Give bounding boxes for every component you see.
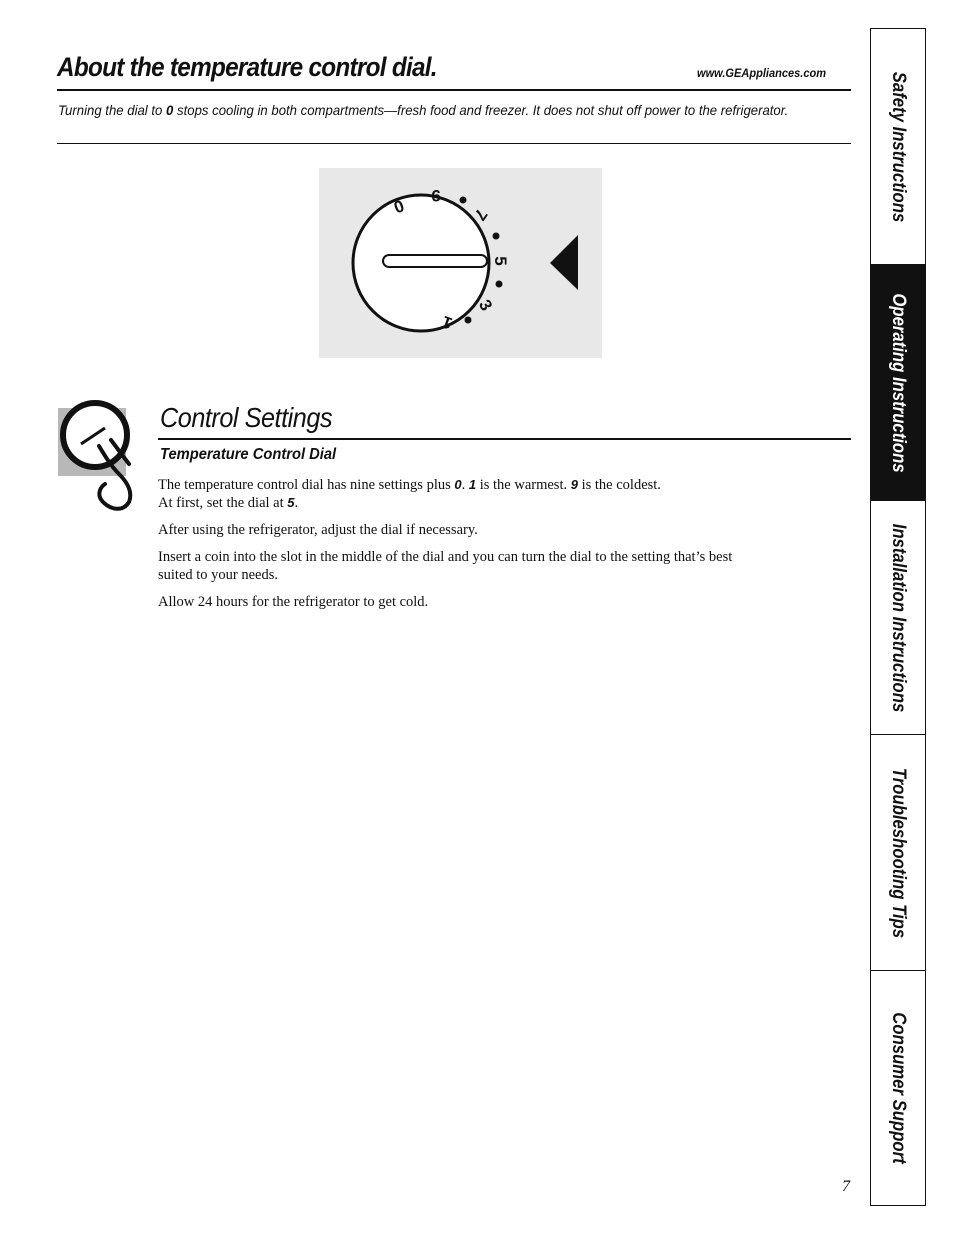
page-title: About the temperature control dial.	[57, 52, 437, 82]
paragraph-adjust: After using the refrigerator, adjust the dial if necessary.	[158, 522, 478, 538]
dial-illustration	[319, 168, 602, 358]
tab-troubleshooting-tips[interactable]: Troubleshooting Tips	[871, 735, 925, 971]
tab-safety-instructions[interactable]: Safety Instructions	[871, 29, 925, 265]
paragraph-settings: The temperature control dial has nine settings plus 0. 1 is the warmest. 9 is the coldest. At first, set the dial at 5.	[158, 477, 661, 511]
paragraph-wait: Allow 24 hours for the refrigerator to get cold.	[158, 594, 429, 610]
dial-number-3: 3	[474, 296, 497, 315]
dial-dot	[460, 197, 467, 204]
dial-dot	[465, 317, 472, 324]
dial-dot	[496, 281, 503, 288]
intro-text: Turning the dial to 0 stops cooling in both compartments—fresh food and freezer. It does not shut off power to the refrigerator.	[58, 102, 789, 118]
section-rule	[158, 438, 851, 440]
tab-installation-instructions[interactable]: Installation Instructions	[871, 501, 925, 735]
tab-consumer-support[interactable]: Consumer Support	[888, 1012, 909, 1164]
dial-number-5: 5	[491, 256, 510, 266]
pointer-triangle-icon	[550, 235, 578, 290]
section-body	[158, 476, 798, 620]
header-rule	[57, 89, 851, 91]
dial-svg	[319, 168, 602, 358]
page-number: 7	[842, 1178, 850, 1195]
dial-number-0: 0	[391, 196, 407, 218]
dial-number-1: 1	[439, 311, 455, 334]
dial-number-7: 7	[470, 205, 492, 225]
paragraph-coin: Insert a coin into the slot in the middle of the dial and you can turn the dial to the setting that’s best suited to your needs.	[158, 549, 733, 583]
dial-number-9: 9	[431, 186, 441, 205]
website-url[interactable]: www.GEAppliances.com	[697, 66, 827, 80]
tab-operating-instructions[interactable]: Operating Instructions	[871, 265, 925, 501]
section-title: Control Settings	[160, 402, 333, 433]
intro-rule	[57, 143, 851, 144]
hand-turning-dial-icon	[57, 392, 147, 517]
section-tabs	[870, 28, 926, 1206]
subheading: Temperature Control Dial	[160, 446, 337, 463]
coin-slot	[383, 255, 487, 267]
dial-dot	[493, 233, 500, 240]
